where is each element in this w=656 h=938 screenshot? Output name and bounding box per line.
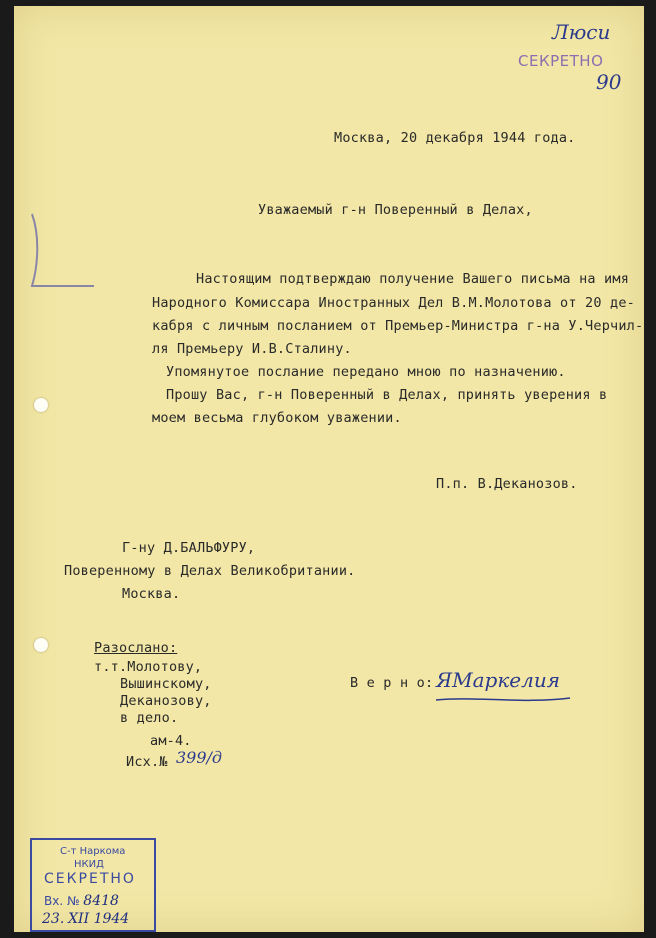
addressee-city: Москва. [122, 586, 181, 602]
stamp-incoming [44, 893, 119, 909]
signature-underline [434, 694, 574, 706]
distribution-recipient: в дело. [120, 710, 179, 726]
stamp-incoming-number: 8418 [83, 893, 119, 909]
stamp-month-year: XII 1944 [68, 911, 130, 927]
stamp-agency: НКИД [74, 859, 104, 870]
registration-stamp [30, 838, 156, 932]
secret-stamp: СЕКРЕТНО [518, 52, 604, 70]
letter-line: Прошу Вас, г-н Поверенный в Делах, принять уверения в [166, 387, 608, 403]
stamp-incoming-label: Вх. № [44, 894, 80, 908]
stamp-date [42, 911, 129, 927]
letter-line: Настоящим подтверждаю получение Вашего письма на имя [196, 271, 630, 287]
salutation: Уважаемый г-н Поверенный в Делах, [258, 202, 533, 218]
letter-line: ля Премьеру И.В.Сталину. [152, 341, 352, 357]
letter-line: моем весьма глубоком уважении. [152, 410, 402, 426]
letter-line: Народного Комиссара Иностранных Дел В.М.Молотова от 20 де- [152, 295, 636, 311]
letter-line: Упомянутое послание передано мною по назначению. [166, 364, 566, 380]
certification-signature: ЯМаркелия [436, 668, 560, 692]
outgoing-label: Исх.№ [126, 754, 168, 770]
stamp-office: С-т Наркома [60, 846, 126, 857]
distribution-recipient: Вышинскому, [120, 676, 212, 692]
document-page [14, 6, 644, 932]
margin-pencil-mark [14, 206, 104, 296]
place-date: Москва, 20 декабря 1944 года. [334, 130, 576, 146]
distribution-title: Разослано: [94, 640, 178, 656]
distribution-recipient: Деканозову, [120, 693, 212, 709]
punch-hole [34, 398, 48, 412]
punch-hole [34, 638, 48, 652]
letter-line: кабря с личным посланием от Премьер-Министра г-на У.Черчил- [152, 318, 644, 334]
stamp-secret: СЕКРЕТНО [44, 871, 136, 887]
page-number: 90 [596, 70, 622, 94]
certification-label: В е р н о: [350, 675, 434, 691]
stamp-day: 23. [42, 911, 65, 927]
outgoing-number: 399/д [176, 748, 223, 767]
signature: П.п. В.Деканозов. [436, 476, 578, 492]
addressee-title: Поверенному в Делах Великобритании. [64, 563, 356, 579]
addressee-name: Г-ну Д.БАЛЬФУРУ, [122, 540, 256, 556]
copies-count: ам-4. [150, 733, 192, 749]
handwritten-note: Люси [552, 20, 611, 44]
distribution-recipient: т.т.Молотову, [94, 659, 203, 675]
